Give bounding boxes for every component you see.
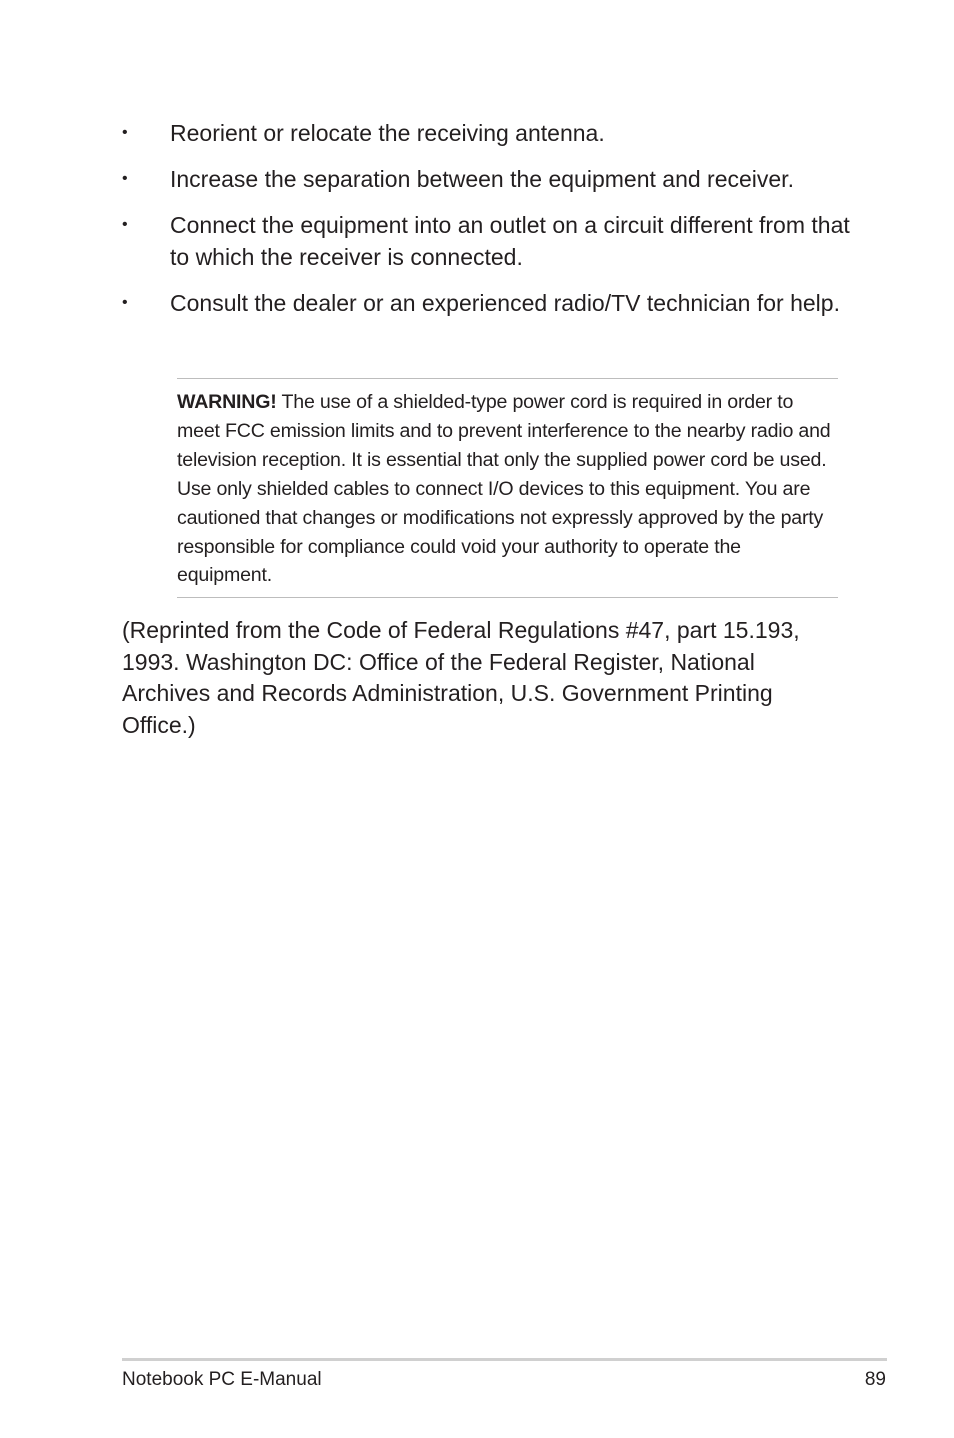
bullet-item	[122, 287, 852, 319]
bullet-item	[122, 209, 852, 273]
warning-box	[177, 378, 838, 598]
bullet-text: Increase the separation between the equipment and receiver.	[170, 166, 794, 192]
bullet-marker: •	[122, 170, 128, 187]
footer-manual-title: Notebook PC E-Manual	[122, 1369, 322, 1390]
bullet-item	[122, 163, 852, 195]
bullet-text: Connect the equipment into an outlet on a circuit different from that to which the receiver is connected.	[170, 212, 850, 270]
bullet-list	[122, 117, 852, 333]
warning-paragraph	[177, 388, 838, 590]
warning-text: The use of a shielded-type power cord is required in order to meet FCC emission limits and to prevent interference to the nearby radio and television reception. It is essential that only the supplied power cord be used. Use only shielded cables to connect I/O devices to this equipment. You are cautioned that changes or modifications not expressly approved by the party responsible for compliance could void your authority to operate the equipment.	[177, 391, 831, 587]
page-number: 89	[864, 1369, 886, 1390]
warning-label: WARNING!	[177, 391, 277, 413]
bullet-marker: •	[122, 216, 128, 233]
bullet-text: Reorient or relocate the receiving antenna.	[170, 120, 605, 146]
reprint-note: (Reprinted from the Code of Federal Regulations #47, part 15.193, 1993. Washington DC: Office of the Federal Register, National Archives and Records Administration, U.S. Government Printing Office.)	[122, 617, 800, 738]
bullet-marker: •	[122, 294, 128, 311]
footer-divider	[122, 1358, 887, 1361]
bullet-marker: •	[122, 124, 128, 141]
bullet-text: Consult the dealer or an experienced radio/TV technician for help.	[170, 290, 840, 316]
bullet-item	[122, 117, 852, 149]
